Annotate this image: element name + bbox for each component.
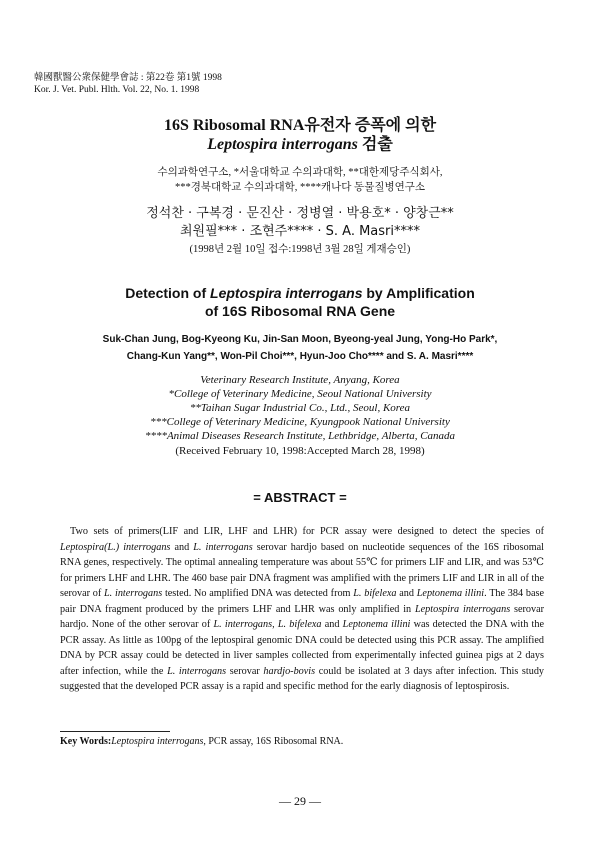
- abstract-species: Leptospira(L.) interrogans: [60, 541, 171, 553]
- korean-title: [0, 116, 600, 154]
- english-affiliation-line: **Taihan Sugar Industrial Co., Ltd., Seoul, Korea: [189, 402, 411, 414]
- english-title-line2: of 16S Ribosomal RNA Gene: [204, 303, 396, 319]
- korean-affiliation-line: 수의과학연구소, *서울대학교 수의과대학, **대한제당주식회사,: [157, 167, 443, 178]
- english-authors: [0, 331, 600, 365]
- journal-citation-english: Kor. J. Vet. Publ. Hlth. Vol. 22, No. 1. 1998: [34, 85, 200, 95]
- abstract-text: was detected the DNA with the PCR assay. As little as 100pg of the leptospiral genomic DNA could be detected using this PCR assay. The amplified DNA by PCR assay could be detected in liver samples collected from experimentally infected guinea pigs at 2 days after infection, while the: [60, 619, 544, 677]
- english-affiliations: [0, 373, 600, 443]
- keywords-label: Key Words:: [60, 736, 112, 747]
- english-authors-line: Chang-Kun Yang**, Won-Pil Choi***, Hyun-Joo Cho**** and S. A. Masri****: [126, 351, 474, 362]
- abstract-species: Leptonema illini: [416, 588, 485, 599]
- keywords-divider: [60, 731, 170, 732]
- keywords-rest: , PCR assay, 16S Ribosomal RNA.: [203, 736, 344, 747]
- korean-title-line1: 16S Ribosomal RNA유전자 증폭에 의한: [163, 117, 437, 134]
- korean-authors-line: 최원필*** · 조현주**** · S. A. Masri****: [180, 224, 420, 239]
- journal-header: [34, 72, 222, 96]
- abstract-text: tested. No amplified DNA was detected from: [162, 588, 354, 599]
- abstract-species: Leptospira interrogans: [414, 603, 511, 615]
- abstract-text: and: [396, 588, 417, 599]
- keywords: [60, 735, 544, 748]
- korean-affiliation-line: ***경북대학교 수의과대학, ****캐나다 동물질병연구소: [174, 182, 426, 193]
- abstract-species: L. interrogans, L. bifelexa: [213, 619, 322, 630]
- english-title-species: Leptospira interrogans: [210, 285, 363, 301]
- abstract-species: hardjo-bovis: [263, 665, 316, 677]
- english-affiliation-line: ****Animal Diseases Research Institute, Lethbridge, Alberta, Canada: [144, 430, 456, 442]
- abstract-text: and: [321, 619, 343, 630]
- abstract-species: L. interrogans: [167, 665, 227, 677]
- abstract-text: and: [170, 541, 194, 553]
- english-title-suffix: by Amplification: [362, 285, 475, 301]
- abstract-text: serovar hardjo. None of the other serovar of: [60, 603, 545, 630]
- abstract-species: L. interrogans: [104, 588, 163, 599]
- abstract-species: L. interrogans: [193, 541, 253, 553]
- english-title-line1: [0, 284, 600, 302]
- korean-received-date: (1998년 2월 10일 접수:1998년 3월 28일 게재승인): [189, 244, 411, 255]
- english-affiliation-line: ***College of Veterinary Medicine, Kyungpook National University: [150, 416, 450, 428]
- abstract-paragraph: [60, 524, 544, 695]
- abstract-text: Two sets of primers(LIF and LIR, LHF and LHR) for PCR assay were designed to detect the species of: [70, 526, 544, 537]
- english-title: [0, 284, 600, 320]
- english-authors-line: Suk-Chan Jung, Bog-Kyeong Ku, Jin-San Moon, Byeong-yeal Jung, Yong-Ho Park*,: [102, 334, 498, 345]
- abstract-species: Leptonema illini: [342, 619, 411, 630]
- english-title-prefix: Detection of: [125, 285, 211, 301]
- korean-authors: [0, 205, 600, 241]
- korean-title-species: Leptospira interrogans: [207, 136, 358, 153]
- journal-citation-korean: 韓國獸醫公衆保健學會誌 : 第22卷 第1號 1998: [34, 73, 222, 83]
- english-affiliation-line: *College of Veterinary Medicine, Seoul National University: [168, 388, 432, 400]
- abstract-text: serovar hardjo based on nucleotide sequences of the 16S ribosomal RNA genes, respectively. The optimal annealing temperature was about 55℃ for primers LIF and LIR, and was 53℃ for primers LHF and LHR. The 460 base pair DNA fragment was amplified with the primers LIF and LIR in all of the serovar of: [60, 541, 544, 599]
- page-number: — 29 —: [279, 794, 321, 808]
- abstract-heading: = ABSTRACT =: [253, 490, 347, 505]
- abstract-text: could be isolated at 3 days after infection. This study suggested that the developed PCR assay is a rapid and specific method for the early diagnosis of leptospirosis.: [60, 665, 545, 692]
- abstract-body: [60, 524, 544, 695]
- english-received-date: (Received February 10, 1998:Accepted March 28, 1998): [175, 445, 425, 457]
- abstract-text: . The 384 base pair DNA fragment produced by the primers LHF and LHR was only amplified in: [60, 588, 544, 615]
- english-affiliation-line: Veterinary Research Institute, Anyang, Korea: [200, 374, 400, 386]
- korean-title-line2: [0, 135, 600, 154]
- korean-affiliations: [0, 165, 600, 195]
- korean-authors-line: 정석찬 · 구복경 · 문진산 · 정병열 · 박용호* · 양창근**: [146, 206, 454, 221]
- abstract-text: serovar: [226, 665, 264, 677]
- korean-title-suffix: 검출: [357, 136, 393, 153]
- keywords-species: Leptospira interrogans: [111, 736, 204, 747]
- abstract-species: L. bifelexa: [353, 588, 397, 599]
